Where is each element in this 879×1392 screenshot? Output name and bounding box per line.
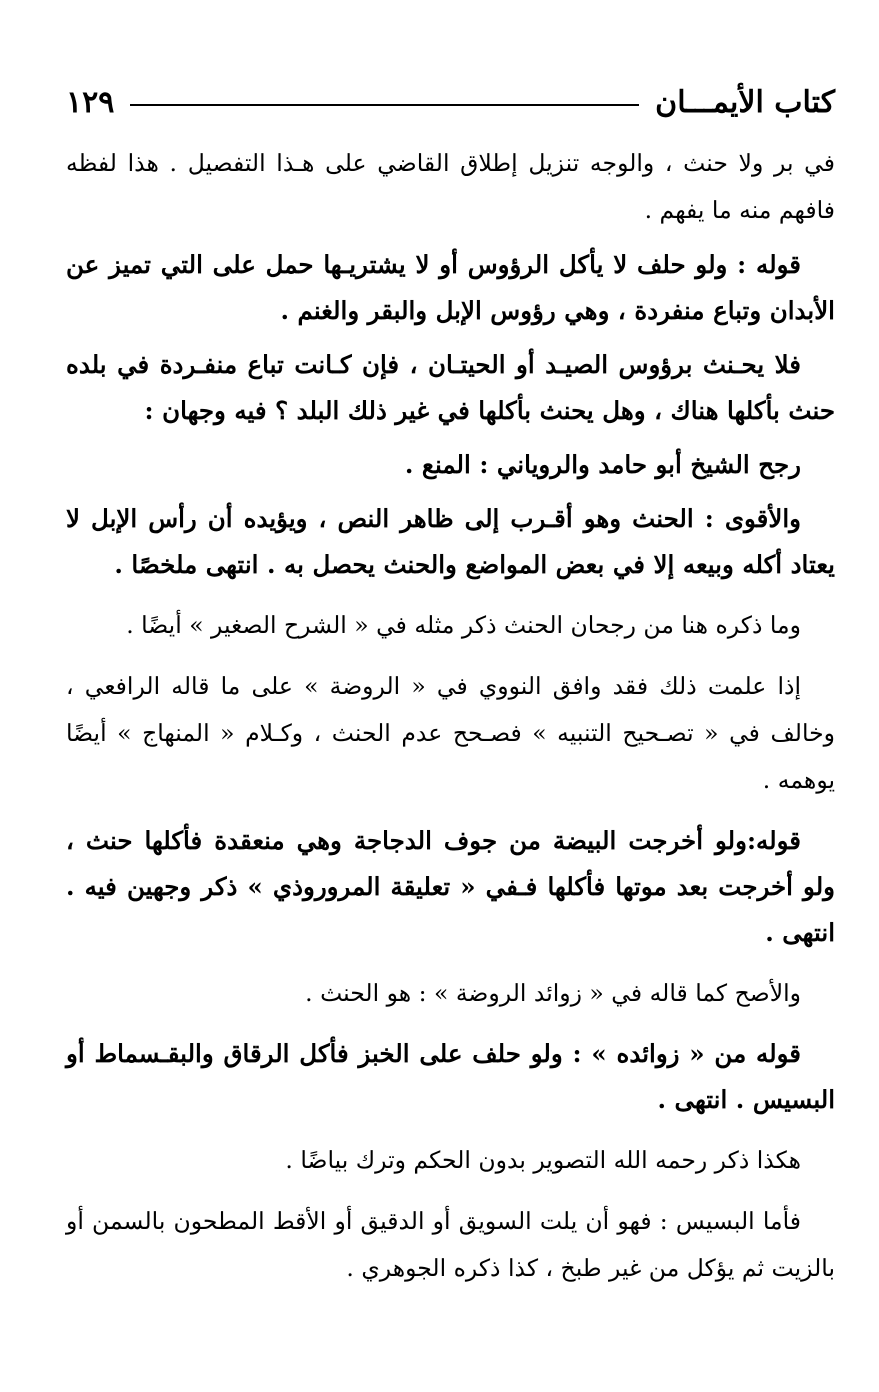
quoted-paragraph: قوله : ولو حلف لا يأكل الرؤوس أو لا يشتريـها حمل على التي تميز عن الأبدان وتباع منفردة ، وهي رؤوس الإبل والبقر والغنم .	[66, 250, 835, 325]
header-rule	[130, 104, 639, 106]
page-body	[66, 140, 835, 1292]
paragraph: فأما البسيس : فهو أن يلت السويق أو الدقيق أو الأقط المطحون بالسمن أو بالزيت ثم يؤكل من غير طبخ ، كذا ذكره الجوهري .	[66, 1207, 835, 1282]
running-title: كتاب الأيمـــان	[655, 84, 835, 120]
page-number: ١٢٩	[66, 84, 115, 120]
paragraph: في بر ولا حنث ، والوجه تنزيل إطلاق القاضي على هـذا التفصيل . هذا لفظه فافهم منه ما يفهم .	[66, 149, 835, 224]
paragraph: والأصح كما قاله في « زوائد الروضة » : هو الحنث .	[305, 979, 801, 1007]
page-header	[66, 80, 835, 124]
quoted-paragraph: رجح الشيخ أبو حامد والروياني : المنع .	[404, 450, 801, 479]
paragraph: هكذا ذكر رحمه الله التصوير بدون الحكم وترك بياضًا .	[285, 1146, 801, 1174]
paragraph: إذا علمت ذلك فقد وافق النووي في « الروضة » على ما قاله الرافعي ، وخالف في « تصـحيح التنبيه » فصـحح عدم الحنث ، وكـلام « المنهاج » أيضًا يوهمه .	[66, 672, 835, 794]
quoted-paragraph: قوله من « زوائده » : ولو حلف على الخبز فأكل الرقاق والبقـسماط أو البسيس . انتهى .	[66, 1039, 835, 1114]
quoted-paragraph: قوله:ولو أخرجت البيضة من جوف الدجاجة وهي منعقدة فأكلها حنث ، ولو أخرجت بعد موتها فأكلها فـفي « تعليقة المروروذي » ذكر وجهين فيه . انتهى .	[66, 826, 836, 947]
quoted-paragraph: فلا يحـنث برؤوس الصيـد أو الحيتـان ، فإن كـانت تباع منفـردة في بلده حنث بأكلها هناك ، وهل يحنث بأكلها في غير ذلك البلد ؟ فيه وجهان :	[66, 350, 835, 425]
paragraph: وما ذكره هنا من رجحان الحنث ذكر مثله في « الشرح الصغير » أيضًا .	[126, 611, 801, 639]
quoted-paragraph: والأقوى : الحنث وهو أقـرب إلى ظاهر النص ، ويؤيده أن رأس الإبل لا يعتاد أكله وبيعه إلا في بعض المواضع والحنث يحصل به . انتهى ملخصًا .	[66, 504, 835, 579]
